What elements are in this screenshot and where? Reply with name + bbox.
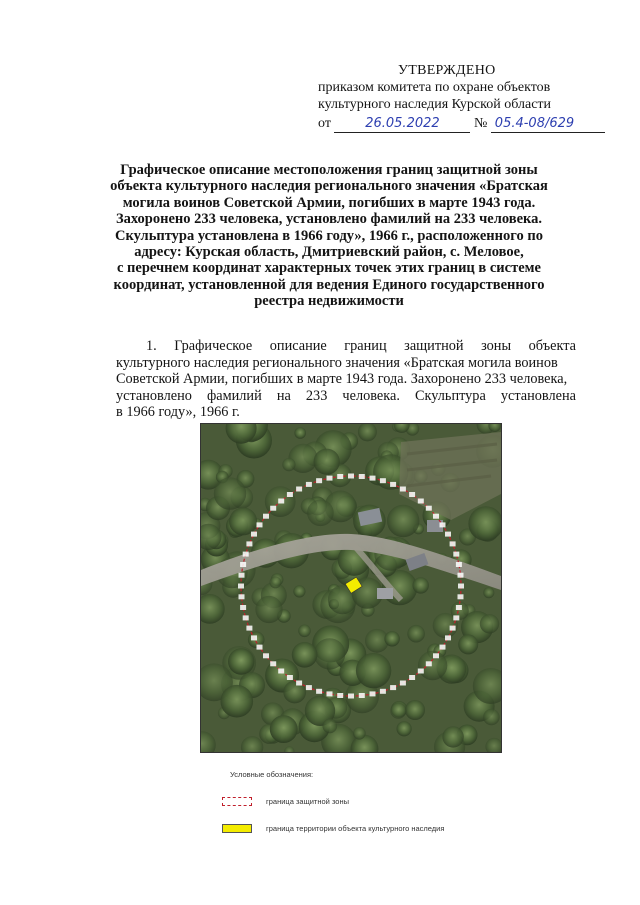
title-line: адресу: Курская область, Дмитриевский район, с. Меловое,	[134, 244, 524, 261]
paragraph-line	[116, 388, 576, 405]
tree-icon	[356, 653, 391, 688]
zone-point-marker	[327, 691, 333, 696]
tree-icon	[282, 458, 295, 471]
tree-icon	[480, 614, 499, 633]
tree-icon	[270, 715, 298, 743]
paragraph-line	[116, 371, 576, 388]
approval-line-2: культурного наследия Курской области	[318, 97, 552, 112]
zone-point-marker	[238, 584, 244, 589]
paragraph-word: фамилий	[206, 387, 262, 404]
zone-boundary-swatch-icon	[222, 797, 252, 806]
zone-point-marker	[263, 653, 269, 658]
zone-point-marker	[306, 685, 312, 690]
from-label: от	[318, 116, 331, 131]
title-line: реестра недвижимости	[254, 293, 404, 310]
zone-point-marker	[278, 669, 284, 674]
zone-point-marker	[240, 562, 246, 567]
zone-point-marker	[456, 605, 462, 610]
zone-point-marker	[450, 541, 456, 546]
zone-point-marker	[370, 691, 376, 696]
title-line: Графическое описание местоположения границ защитной зоны	[120, 162, 538, 178]
satellite-map-icon	[201, 424, 501, 752]
zone-point-marker	[327, 476, 333, 481]
tree-icon	[270, 577, 282, 589]
tree-icon	[298, 625, 311, 638]
paragraph-word: культурного наследия регионального значения «Братская могила воинов	[116, 354, 558, 371]
zone-point-marker	[278, 499, 284, 504]
zone-point-marker	[390, 685, 396, 690]
zone-point-marker	[450, 626, 456, 631]
zone-point-marker	[409, 675, 415, 680]
paragraph-word: 233	[305, 387, 328, 404]
zone-point-marker	[306, 482, 312, 487]
zone-point-marker	[263, 514, 269, 519]
zone-point-marker	[348, 474, 354, 479]
zone-point-marker	[246, 541, 252, 546]
tree-icon	[229, 507, 257, 535]
paragraph-word: объекта	[528, 338, 576, 354]
paragraph-line	[116, 404, 576, 421]
paragraph-word: защитной	[404, 338, 464, 354]
zone-point-marker	[287, 492, 293, 497]
title-line: Захоронено 233 человека, установлено фамилий на 233 человека.	[115, 211, 543, 228]
zone-point-marker	[370, 476, 376, 481]
paragraph-word: человека.	[342, 387, 400, 404]
tree-icon	[323, 719, 338, 734]
tree-icon	[228, 648, 254, 674]
zone-point-marker	[251, 635, 257, 640]
paragraph-word: 1.	[146, 338, 157, 354]
zone-point-marker	[359, 474, 365, 479]
title-line: могила воинов Советской Армии, погибших в марте 1943 года.	[122, 194, 536, 211]
zone-point-marker	[418, 499, 424, 504]
tree-icon	[387, 505, 419, 537]
paragraph-word: Советской Армии, погибших в марте 1943 года. Захоронено 233 человека,	[116, 371, 568, 388]
paragraph-line	[116, 338, 576, 355]
approval-line-1: приказом комитета по охране объектов	[318, 80, 551, 95]
zone-point-marker	[348, 694, 354, 699]
tree-icon	[397, 721, 412, 736]
zone-point-marker	[445, 532, 451, 537]
number-label: №	[473, 116, 488, 131]
legend-title: Условные обозначения:	[230, 770, 314, 779]
paragraph-word: установлено	[116, 387, 192, 404]
zone-point-marker	[433, 514, 439, 519]
document-title	[86, 162, 572, 310]
paragraph-word: Графическое	[174, 338, 253, 354]
zone-point-marker	[409, 492, 415, 497]
zone-point-marker	[239, 594, 245, 599]
zone-point-marker	[440, 522, 446, 527]
tree-icon	[214, 477, 246, 509]
zone-point-marker	[243, 552, 249, 557]
building	[377, 588, 393, 599]
paragraph-word: Скульптура	[414, 387, 486, 404]
zone-point-marker	[400, 487, 406, 492]
tree-icon	[407, 625, 425, 643]
zone-point-marker	[243, 615, 249, 620]
object-territory-swatch-icon	[222, 824, 252, 833]
zone-point-marker	[426, 506, 432, 511]
tree-icon	[405, 700, 425, 720]
approval-block	[318, 62, 608, 133]
zone-point-marker	[445, 635, 451, 640]
paragraph-word: установлена	[500, 387, 576, 404]
paragraph-word: границ	[344, 338, 387, 354]
tree-icon	[221, 685, 254, 718]
zone-point-marker	[240, 605, 246, 610]
zone-point-marker	[418, 669, 424, 674]
zone-point-marker	[337, 474, 343, 479]
zone-point-marker	[453, 615, 459, 620]
order-date: 26.05.2022	[365, 116, 440, 131]
zone-point-marker	[316, 689, 322, 694]
tree-icon	[314, 638, 345, 669]
order-number-underline	[491, 115, 605, 133]
tree-icon	[483, 587, 494, 598]
tree-icon	[418, 651, 447, 680]
zone-point-marker	[239, 573, 245, 578]
zone-point-marker	[316, 478, 322, 483]
zone-point-marker	[270, 661, 276, 666]
order-number: 05.4-08/629	[494, 116, 575, 131]
paragraph-word: на	[276, 387, 291, 404]
title-line: объекта культурного наследия регионального значения «Братская	[110, 178, 548, 195]
zone-point-marker	[458, 584, 464, 589]
tree-icon	[283, 681, 306, 704]
tree-icon	[442, 726, 463, 747]
zone-point-marker	[287, 675, 293, 680]
zone-point-marker	[453, 552, 459, 557]
tree-icon	[293, 585, 305, 597]
legend-label: граница территории объекта культурного наследия	[266, 824, 445, 833]
zone-point-marker	[296, 681, 302, 686]
tree-icon	[294, 427, 306, 439]
zone-point-marker	[433, 653, 439, 658]
tree-icon	[390, 703, 406, 719]
tree-icon	[384, 631, 399, 646]
tree-icon	[483, 709, 499, 725]
zone-point-marker	[270, 506, 276, 511]
section-1-paragraph	[116, 338, 576, 421]
zone-point-marker	[440, 645, 446, 650]
zone-point-marker	[380, 689, 386, 694]
paragraph-word: в 1966 году», 1966 г.	[116, 404, 240, 421]
title-line: координат, установленной для ведения Единого государственного	[113, 276, 545, 293]
tree-icon	[307, 500, 334, 527]
order-date-underline	[334, 115, 470, 133]
zone-point-marker	[426, 661, 432, 666]
map-legend	[222, 770, 522, 833]
tree-icon	[314, 449, 340, 475]
title-line: Скульптура установлена в 1966 году», 1966 г., расположенного по	[115, 227, 543, 244]
tree-icon	[353, 727, 366, 740]
satellite-map	[200, 423, 502, 753]
zone-point-marker	[251, 532, 257, 537]
zone-point-marker	[400, 681, 406, 686]
zone-point-marker	[337, 693, 343, 698]
zone-point-marker	[456, 562, 462, 567]
title-line: с перечнем координат характерных точек этих границ в системе	[117, 260, 541, 277]
approval-heading: УТВЕРЖДЕНО	[398, 63, 496, 78]
zone-point-marker	[257, 645, 263, 650]
zone-point-marker	[246, 626, 252, 631]
tree-icon	[458, 634, 478, 654]
legend-label: граница защитной зоны	[266, 797, 350, 806]
approval-signature-line	[318, 115, 608, 133]
zone-point-marker	[458, 594, 464, 599]
zone-point-marker	[296, 487, 302, 492]
paragraph-word: зоны	[481, 338, 512, 354]
tree-icon	[292, 642, 318, 668]
tree-icon	[413, 577, 429, 593]
zone-point-marker	[458, 573, 464, 578]
zone-point-marker	[257, 522, 263, 527]
zone-point-marker	[380, 478, 386, 483]
zone-point-marker	[359, 693, 365, 698]
tree-icon	[255, 596, 282, 623]
legend-item-object	[222, 824, 444, 833]
zone-point-marker	[390, 482, 396, 487]
paragraph-word: описание	[269, 338, 327, 354]
paragraph-line	[116, 355, 576, 372]
legend-item-zone	[222, 797, 349, 806]
